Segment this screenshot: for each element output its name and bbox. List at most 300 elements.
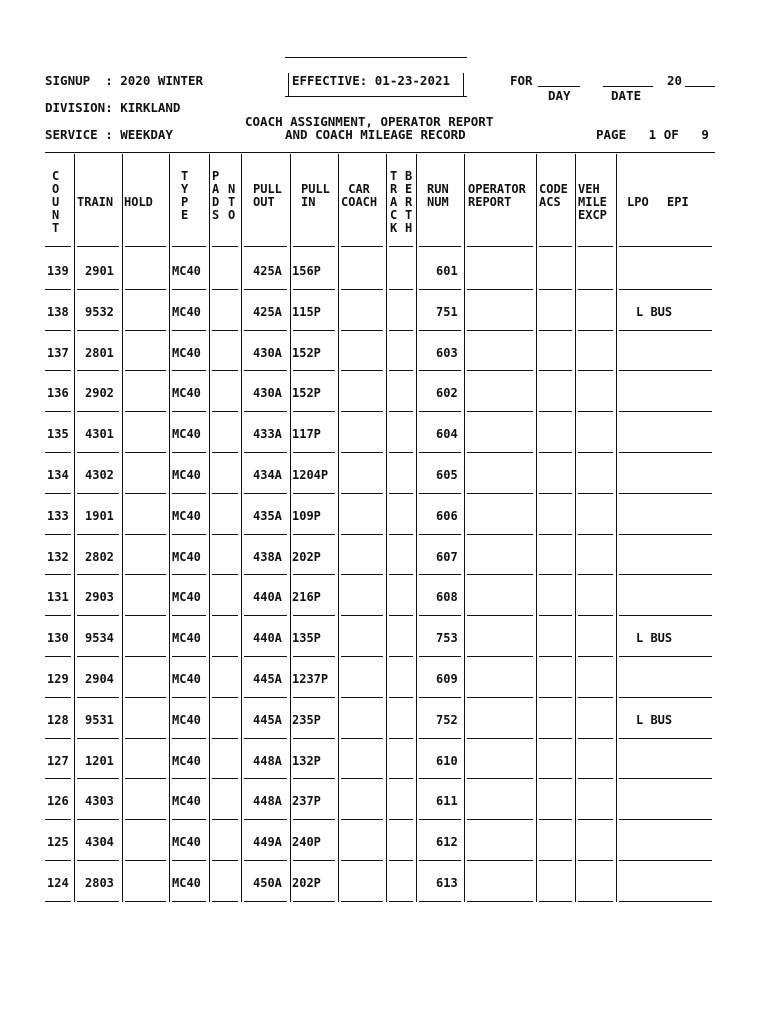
row-rule — [45, 246, 71, 247]
row-rule — [467, 656, 533, 657]
row-rule — [244, 615, 287, 616]
report-title-line1: COACH ASSIGNMENT, OPERATOR REPORT — [245, 114, 494, 129]
col-header-pull-in: PULL IN — [301, 182, 330, 209]
row-rule — [467, 615, 533, 616]
year-blank — [685, 86, 715, 87]
column-separator — [386, 154, 387, 902]
row-rule — [293, 330, 335, 331]
row-rule — [77, 697, 119, 698]
row-rule — [212, 330, 238, 331]
row-run-num: 607 — [436, 550, 458, 564]
row-rule — [125, 370, 166, 371]
row-rule — [244, 901, 287, 902]
row-rule — [341, 819, 383, 820]
row-rule — [244, 411, 287, 412]
row-rule — [125, 656, 166, 657]
table-top-rule — [45, 152, 715, 153]
row-rule — [341, 370, 383, 371]
row-count: 126 — [47, 794, 69, 808]
row-rule — [539, 574, 572, 575]
row-train: 9532 — [85, 305, 114, 319]
row-rule — [212, 411, 238, 412]
col-header-operator-report: OPERATOR REPORT — [468, 182, 526, 209]
row-rule — [172, 656, 206, 657]
row-rule — [172, 778, 206, 779]
row-pull-out: 449A — [253, 835, 282, 849]
row-rule — [619, 534, 712, 535]
row-run-num: 610 — [436, 754, 458, 768]
row-run-num: 604 — [436, 427, 458, 441]
row-rule — [172, 901, 206, 902]
row-rule — [419, 738, 461, 739]
row-rule — [45, 778, 71, 779]
day-label: DAY — [548, 88, 571, 103]
row-type: MC40 — [172, 468, 201, 482]
row-rule — [293, 860, 335, 861]
row-rule — [293, 574, 335, 575]
row-rule — [172, 370, 206, 371]
row-train: 2903 — [85, 590, 114, 604]
row-rule — [389, 778, 413, 779]
row-rule — [539, 656, 572, 657]
row-rule — [293, 656, 335, 657]
row-train: 2902 — [85, 386, 114, 400]
row-rule — [539, 452, 572, 453]
row-rule — [45, 330, 71, 331]
row-rule — [619, 246, 712, 247]
row-rule — [539, 370, 572, 371]
row-rule — [578, 697, 613, 698]
row-pull-out: 430A — [253, 346, 282, 360]
row-rule — [125, 901, 166, 902]
row-rule — [389, 615, 413, 616]
row-rule — [77, 615, 119, 616]
row-pull-in: 216P — [292, 590, 321, 604]
row-rule — [77, 778, 119, 779]
row-run-num: 611 — [436, 794, 458, 808]
row-rule — [45, 493, 71, 494]
row-count: 139 — [47, 264, 69, 278]
row-run-num: 601 — [436, 264, 458, 278]
row-rule — [578, 370, 613, 371]
row-pull-in: 237P — [292, 794, 321, 808]
col-header-nto: N T O — [228, 182, 236, 222]
row-rule — [125, 778, 166, 779]
row-rule — [212, 819, 238, 820]
row-rule — [419, 330, 461, 331]
row-rule — [619, 615, 712, 616]
row-rule — [125, 289, 166, 290]
row-rule — [619, 330, 712, 331]
row-rule — [244, 330, 287, 331]
row-pull-in: 235P — [292, 713, 321, 727]
date-blank — [603, 86, 653, 87]
row-rule — [341, 493, 383, 494]
column-separator — [464, 154, 465, 902]
row-pull-out: 433A — [253, 427, 282, 441]
row-rule — [389, 860, 413, 861]
row-rule — [77, 901, 119, 902]
row-pull-in: 132P — [292, 754, 321, 768]
col-header-track: T R A C K — [390, 169, 398, 235]
row-rule — [244, 534, 287, 535]
row-rule — [539, 901, 572, 902]
row-rule — [341, 534, 383, 535]
row-rule — [467, 697, 533, 698]
column-separator — [74, 154, 75, 902]
row-pull-out: 448A — [253, 794, 282, 808]
row-rule — [539, 697, 572, 698]
row-rule — [539, 330, 572, 331]
row-rule — [212, 370, 238, 371]
row-rule — [125, 738, 166, 739]
row-rule — [539, 860, 572, 861]
row-pull-in: 117P — [292, 427, 321, 441]
row-pull-in: 240P — [292, 835, 321, 849]
row-rule — [172, 574, 206, 575]
row-rule — [389, 534, 413, 535]
row-rule — [244, 697, 287, 698]
row-pull-out: 450A — [253, 876, 282, 890]
row-rule — [419, 860, 461, 861]
row-pull-out: 445A — [253, 713, 282, 727]
row-rule — [293, 778, 335, 779]
row-run-num: 751 — [436, 305, 458, 319]
row-rule — [419, 656, 461, 657]
row-rule — [419, 574, 461, 575]
row-rule — [578, 289, 613, 290]
row-rule — [293, 738, 335, 739]
row-rule — [389, 656, 413, 657]
date-label: DATE — [611, 88, 642, 103]
row-pull-in: 109P — [292, 509, 321, 523]
row-run-num: 613 — [436, 876, 458, 890]
row-rule — [419, 901, 461, 902]
row-type: MC40 — [172, 672, 201, 686]
column-separator — [290, 154, 291, 902]
row-rule — [619, 778, 712, 779]
row-rule — [77, 574, 119, 575]
col-header-count: C O U N T — [52, 169, 60, 235]
row-rule — [389, 452, 413, 453]
row-rule — [293, 901, 335, 902]
row-rule — [539, 778, 572, 779]
row-rule — [77, 289, 119, 290]
division-label: DIVISION: KIRKLAND — [45, 100, 181, 115]
row-type: MC40 — [172, 386, 201, 400]
row-type: MC40 — [172, 427, 201, 441]
row-rule — [419, 778, 461, 779]
row-rule — [244, 452, 287, 453]
row-rule — [578, 574, 613, 575]
row-rule — [341, 411, 383, 412]
row-type: MC40 — [172, 264, 201, 278]
row-rule — [539, 289, 572, 290]
row-type: MC40 — [172, 509, 201, 523]
row-rule — [293, 289, 335, 290]
row-rule — [539, 819, 572, 820]
for-label: FOR — [510, 73, 533, 88]
effective-date: EFFECTIVE: 01-23-2021 — [292, 73, 451, 88]
row-lpo-note: L BUS — [636, 631, 673, 645]
row-type: MC40 — [172, 590, 201, 604]
row-rule — [212, 738, 238, 739]
row-type: MC40 — [172, 794, 201, 808]
row-rule — [467, 574, 533, 575]
row-rule — [293, 615, 335, 616]
row-rule — [77, 534, 119, 535]
row-rule — [419, 697, 461, 698]
row-rule — [419, 615, 461, 616]
row-pull-in: 202P — [292, 876, 321, 890]
row-type: MC40 — [172, 835, 201, 849]
row-count: 137 — [47, 346, 69, 360]
row-rule — [172, 738, 206, 739]
row-rule — [125, 330, 166, 331]
row-rule — [125, 697, 166, 698]
row-run-num: 753 — [436, 631, 458, 645]
row-rule — [45, 289, 71, 290]
row-train: 2901 — [85, 264, 114, 278]
row-count: 129 — [47, 672, 69, 686]
row-count: 135 — [47, 427, 69, 441]
row-rule — [45, 452, 71, 453]
row-rule — [45, 656, 71, 657]
row-rule — [77, 246, 119, 247]
row-rule — [389, 493, 413, 494]
row-rule — [77, 411, 119, 412]
row-rule — [341, 778, 383, 779]
row-pull-out: 438A — [253, 550, 282, 564]
row-rule — [212, 246, 238, 247]
row-type: MC40 — [172, 876, 201, 890]
row-rule — [578, 615, 613, 616]
row-rule — [244, 246, 287, 247]
col-header-pull-out: PULL OUT — [253, 182, 282, 209]
row-count: 133 — [47, 509, 69, 523]
column-separator — [122, 154, 123, 902]
col-header-car-coach: CAR COACH — [341, 182, 378, 209]
row-train: 9531 — [85, 713, 114, 727]
col-header-run-num: RUN NUM — [427, 182, 449, 209]
row-rule — [419, 289, 461, 290]
row-type: MC40 — [172, 631, 201, 645]
row-rule — [578, 411, 613, 412]
row-train: 9534 — [85, 631, 114, 645]
row-rule — [389, 574, 413, 575]
year-prefix: 20 — [667, 73, 683, 88]
row-rule — [578, 452, 613, 453]
row-rule — [212, 778, 238, 779]
row-rule — [212, 452, 238, 453]
row-rule — [212, 901, 238, 902]
row-rule — [341, 615, 383, 616]
row-rule — [212, 534, 238, 535]
row-rule — [172, 411, 206, 412]
row-rule — [389, 289, 413, 290]
row-rule — [172, 534, 206, 535]
row-rule — [419, 370, 461, 371]
row-rule — [77, 493, 119, 494]
col-header-hold: HOLD — [124, 195, 153, 209]
row-rule — [578, 860, 613, 861]
row-rule — [539, 615, 572, 616]
row-type: MC40 — [172, 550, 201, 564]
row-rule — [293, 411, 335, 412]
row-rule — [125, 819, 166, 820]
row-rule — [619, 370, 712, 371]
row-rule — [619, 901, 712, 902]
row-pull-in: 202P — [292, 550, 321, 564]
row-pull-in: 152P — [292, 346, 321, 360]
row-count: 124 — [47, 876, 69, 890]
row-rule — [467, 452, 533, 453]
row-rule — [539, 246, 572, 247]
row-count: 138 — [47, 305, 69, 319]
row-run-num: 603 — [436, 346, 458, 360]
row-pull-out: 448A — [253, 754, 282, 768]
row-train: 1901 — [85, 509, 114, 523]
row-pull-in: 135P — [292, 631, 321, 645]
row-rule — [45, 819, 71, 820]
row-rule — [172, 819, 206, 820]
row-rule — [77, 656, 119, 657]
col-header-type: T Y P E — [181, 169, 189, 222]
row-train: 2803 — [85, 876, 114, 890]
row-rule — [419, 534, 461, 535]
row-rule — [45, 738, 71, 739]
col-header-epi: EPI — [667, 195, 689, 209]
row-rule — [539, 534, 572, 535]
row-rule — [619, 411, 712, 412]
row-pull-out: 440A — [253, 631, 282, 645]
row-rule — [578, 819, 613, 820]
row-rule — [389, 411, 413, 412]
row-rule — [467, 246, 533, 247]
row-run-num: 606 — [436, 509, 458, 523]
row-rule — [125, 615, 166, 616]
row-rule — [45, 370, 71, 371]
row-rule — [172, 615, 206, 616]
row-pull-in: 152P — [292, 386, 321, 400]
row-rule — [341, 574, 383, 575]
row-rule — [389, 370, 413, 371]
row-rule — [619, 860, 712, 861]
row-rule — [419, 411, 461, 412]
row-type: MC40 — [172, 713, 201, 727]
row-rule — [578, 738, 613, 739]
row-rule — [341, 330, 383, 331]
row-rule — [539, 493, 572, 494]
row-count: 136 — [47, 386, 69, 400]
row-rule — [293, 370, 335, 371]
page-indicator: PAGE 1 OF 9 — [596, 127, 709, 142]
row-rule — [172, 860, 206, 861]
row-run-num: 609 — [436, 672, 458, 686]
row-rule — [389, 246, 413, 247]
row-rule — [244, 493, 287, 494]
row-rule — [341, 901, 383, 902]
row-rule — [341, 289, 383, 290]
row-rule — [293, 697, 335, 698]
row-rule — [125, 860, 166, 861]
row-rule — [341, 697, 383, 698]
row-train: 2904 — [85, 672, 114, 686]
row-rule — [389, 697, 413, 698]
row-pull-in: 1204P — [292, 468, 329, 482]
row-rule — [578, 534, 613, 535]
row-rule — [45, 697, 71, 698]
row-train: 4304 — [85, 835, 114, 849]
row-lpo-note: L BUS — [636, 305, 673, 319]
row-rule — [619, 738, 712, 739]
row-run-num: 752 — [436, 713, 458, 727]
row-pull-out: 440A — [253, 590, 282, 604]
column-separator — [616, 154, 617, 902]
row-rule — [212, 289, 238, 290]
row-rule — [244, 738, 287, 739]
row-rule — [212, 860, 238, 861]
column-separator — [416, 154, 417, 902]
row-rule — [45, 860, 71, 861]
row-rule — [467, 860, 533, 861]
row-train: 2801 — [85, 346, 114, 360]
report-title-line2: AND COACH MILEAGE RECORD — [285, 127, 466, 142]
row-rule — [172, 330, 206, 331]
row-rule — [293, 819, 335, 820]
row-rule — [293, 534, 335, 535]
row-pull-out: 425A — [253, 305, 282, 319]
row-rule — [77, 819, 119, 820]
row-run-num: 602 — [436, 386, 458, 400]
row-rule — [619, 493, 712, 494]
row-rule — [293, 493, 335, 494]
row-pull-out: 425A — [253, 264, 282, 278]
row-rule — [467, 411, 533, 412]
row-rule — [467, 493, 533, 494]
row-rule — [341, 452, 383, 453]
col-header-berth: B E R T H — [405, 169, 413, 235]
row-rule — [77, 370, 119, 371]
row-rule — [419, 493, 461, 494]
column-separator — [575, 154, 576, 902]
row-rule — [539, 738, 572, 739]
row-train: 2802 — [85, 550, 114, 564]
row-rule — [389, 819, 413, 820]
row-rule — [172, 289, 206, 290]
row-rule — [389, 738, 413, 739]
row-count: 132 — [47, 550, 69, 564]
row-train: 4302 — [85, 468, 114, 482]
row-type: MC40 — [172, 346, 201, 360]
row-rule — [619, 574, 712, 575]
row-rule — [244, 819, 287, 820]
row-rule — [172, 493, 206, 494]
row-rule — [341, 656, 383, 657]
row-rule — [244, 289, 287, 290]
row-rule — [212, 615, 238, 616]
signup-label: SIGNUP : 2020 WINTER — [45, 73, 204, 88]
row-rule — [341, 860, 383, 861]
column-separator — [209, 154, 210, 902]
row-pull-in: 115P — [292, 305, 321, 319]
row-rule — [45, 411, 71, 412]
row-rule — [389, 901, 413, 902]
row-pull-out: 430A — [253, 386, 282, 400]
row-rule — [341, 246, 383, 247]
row-rule — [244, 656, 287, 657]
row-rule — [125, 493, 166, 494]
